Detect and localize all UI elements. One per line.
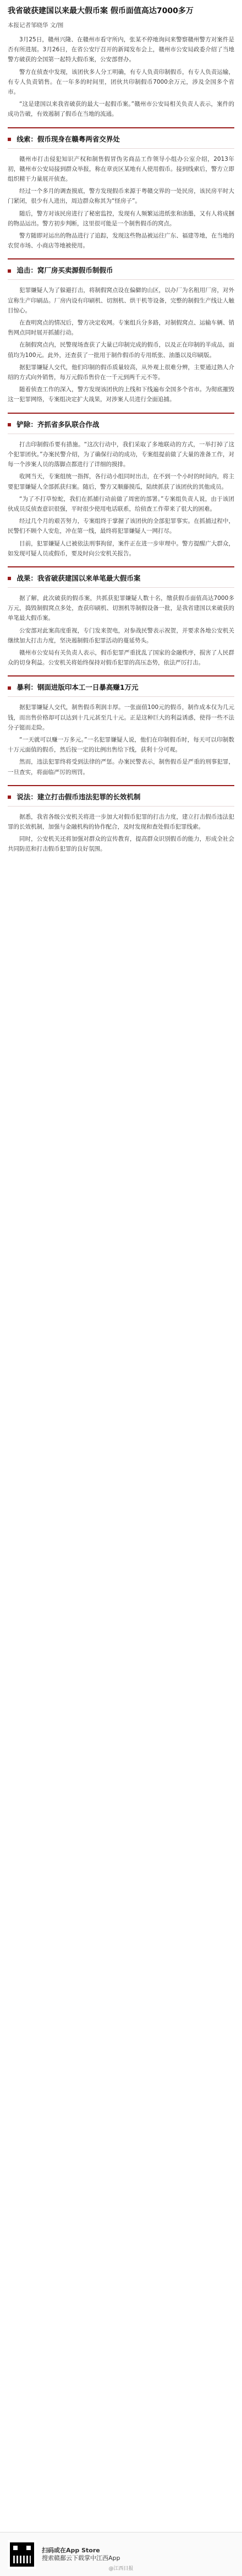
paragraph: 据了解，此次破获的假币案，共抓获犯罪嫌疑人数十名，缴获假币面值高达7000多万元，捣毁制假窝点多处，查获印刷机、切割机等制假设备一批，是我省建国以来破获的单笔最大假币案。 [8,594,234,622]
paragraph: 警方在侦查中发现，该团伙多人分工明确，有专人负责印制假币，有专人负责运输，有专人负责销售。在一年多的时间里，团伙共印制假币7000余万元，涉及全国多个省市。 [8,68,234,96]
paragraph: 公安部对此案高度重视，专门发来贺电，对参战民警表示祝贺，并要求各地公安机关继续加大打击力度，坚决遏制假币犯罪活动的蔓延势头。 [8,627,234,644]
section-intro [8,35,234,120]
paragraph: 在制假窝点内，民警现场查获了大量已印制完成的假币，以及正在印制的半成品，面值均为100元。此外，还查获了一批用于制作假币的专用纸张、油墨以及印刷版。 [8,342,234,359]
section-eradicate [8,413,234,559]
paragraph: 赣州市打击侵犯知识产权和制售假冒伪劣商品工作领导小组办公室介绍，2013年初，赣州市公安局接到群众举报，称在章贡区某地有人使用假币。接到线索后，警方立即组织精干力量展开侦查。 [8,155,234,183]
section-clue [8,127,234,251]
article-byline: 本报记者邹晓华 文/图 [8,22,64,29]
section-heading [8,785,234,807]
paragraph: 警方随即对运出的物品进行了追踪，发现这些物品被运往广东、福建等地，在当地的农贸市场、小商店等地被使用。 [8,232,234,250]
paragraph: 随后，警方对该民房进行了秘密监控，发现有人频繁运进纸张和油墨，又有人将成捆的物品运出。警方初步判断，这里很可能是一个制售假币的窝点。 [8,210,234,227]
app-download-banner[interactable] [0,2532,242,2576]
section-heading [8,258,234,280]
article [0,0,242,854]
paragraph: 目前，犯罪嫌疑人已被依法刑事拘留，案件正在进一步审理中。警方提醒广大群众，如发现可疑人员或假币，要及时向公安机关报告。 [8,540,234,557]
paragraph: “这是建国以来我省破获的最大一起假币案。”赣州市公安局相关负责人表示，案件的成功告破，有效遏制了假币在当地的流通。 [8,101,234,118]
paragraph: 据犯罪嫌疑人交代，他们印制的假币质量较高，从外观上很难分辨，主要通过熟人介绍的方式向外销售，每万元假币售价在一千元到两千元不等。 [8,364,234,381]
section-marker-icon [8,423,11,426]
article-title: 我省破获建国以来最大假币案 假币面值高达7000多万 [8,7,194,15]
section-heading [8,566,234,588]
section-heading-text: 追击：窝厂房买卖源假币制假币 [16,266,113,275]
section-heading-text: 线索：假币现身在赣粤两省交界处 [16,134,120,143]
paragraph: “为了不打草惊蛇，我们在抓捕行动前做了周密的部署。”专案组负责人说，由于该团伙成员反侦查意识很强，平时很少使用电话联系，给侦查工作带来了很大的困难。 [8,495,234,512]
section-heading-text: 暴利：钢面进版印本工一日暴高赚1万元 [16,683,139,692]
section-marker-icon [8,138,11,141]
section-heading-text: 铲除：齐抓省多队联合作战 [16,420,100,429]
section-heading [8,413,234,434]
download-prompt [42,2547,120,2562]
section-marker-icon [8,269,11,273]
section-profit [8,675,234,777]
paragraph: 犯罪嫌疑人为了躲避打击，将制假窝点设在偏僻的山区，以办厂为名租用厂房，对外宣称生产印刷品。厂房内设有印刷机、切割机、烘干机等设备，完整的制假生产线让人触目惊心。 [8,287,234,314]
section-heading-text: 说法：建立打击假币违法犯罪的长效机制 [16,792,141,801]
section-marker-icon [8,795,11,799]
paragraph: 在查明窝点的情况后，警方决定收网。专案组兵分多路，对制假窝点、运输车辆、销售网点同时展开抓捕行动。 [8,320,234,337]
paragraph: 经过一个多月的调查摸底，警方发现假币来源于粤赣交界的一处民房，该民房平时大门紧闭，很少有人进出，周边群众称其为“怪房子”。 [8,188,234,205]
section-statement [8,785,234,854]
paragraph: 据悉，我省各级公安机关将进一步加大对假币犯罪的打击力度，建立打击假币违法犯罪的长效机制，加强与金融机构的协作配合，及时发现和查处假币犯罪线索。 [8,813,234,830]
paragraph: 然而，违法犯罪终将受到法律的严惩。办案民警表示，制售假币是严重的刑事犯罪，一旦查实，将面临严厉的刑罚。 [8,759,234,776]
source-credit: @江西日报 [108,2566,134,2572]
download-line-2: 搜索赣鄱云下载掌中江西App [42,2554,120,2562]
section-marker-icon [8,577,11,580]
paragraph: 打击印制假币要有措施。“这次行动中，我们采取了多地联动的方式，一举打掉了这个犯罪团伙。”办案民警介绍，为了确保行动的成功，专案组提前做了大量的准备工作，对每一个涉案人员的落脚点都进行了详细的摸排。 [8,441,234,468]
paragraph: 同时，公安机关还将加强对群众的宣传教育，提高群众识别假币的能力，形成全社会共同防范和打击假币犯罪的良好氛围。 [8,836,234,853]
paragraph: 经过几个月的艰苦努力，专案组终于掌握了该团伙的全部犯罪事实。在抓捕过程中，民警们不顾个人安危，冲在第一线，最终将犯罪嫌疑人一网打尽。 [8,518,234,535]
paragraph: 收网当天，专案组统一指挥，各行动小组同时出击，在不到一个小时的时间内，将主要犯罪嫌疑人全部抓获归案。随后，警方又顺藤摸瓜，陆续抓获了该团伙的其他成员。 [8,473,234,490]
download-line-1: 扫码或在App Store [42,2546,100,2554]
paragraph: 随着侦查工作的深入，警方发现该团伙的上线和下线遍布全国多个省市。为彻底摧毁这一犯罪网络，专案组决定扩大战果，对涉案人员进行全面追捕。 [8,386,234,403]
section-heading [8,675,234,697]
section-heading-text: 战果：我省破获建国以来单笔最大假币案 [16,573,141,582]
section-marker-icon [8,686,11,690]
paragraph: 赣州市公安局有关负责人表示，假币犯罪严重扰乱了国家的金融秩序，损害了人民群众的切身利益。公安机关将始终保持对假币犯罪的高压态势，依法严厉打击。 [8,649,234,667]
section-heading [8,127,234,149]
section-results [8,566,234,668]
paragraph: 据犯罪嫌疑人交代，制售假币利润丰厚。一张面值100元的假币，制作成本仅为几元钱，而出售价格却可以达到十几元甚至几十元。正是这种巨大的利益诱惑，使得一些不法分子铤而走险。 [8,704,234,731]
section-pursuit [8,258,234,404]
paragraph: 3月25日，赣州兴隆、在赣州市看守所内，张某不停地询问来警察赣州警方对案件是否有所进展。3月26日，在省公安厅召开的新闻发布会上，赣州市公安局政委介绍了当地警方破获的全国第一起特大假币案，公安部督办。 [8,36,234,63]
paragraph: “一天就可以赚一万多元。”一名犯罪嫌疑人说，他们在印制假币时，每天可以印制数十万元面值的假币，然后按一定的比例出售给下线，获利十分可观。 [8,736,234,754]
